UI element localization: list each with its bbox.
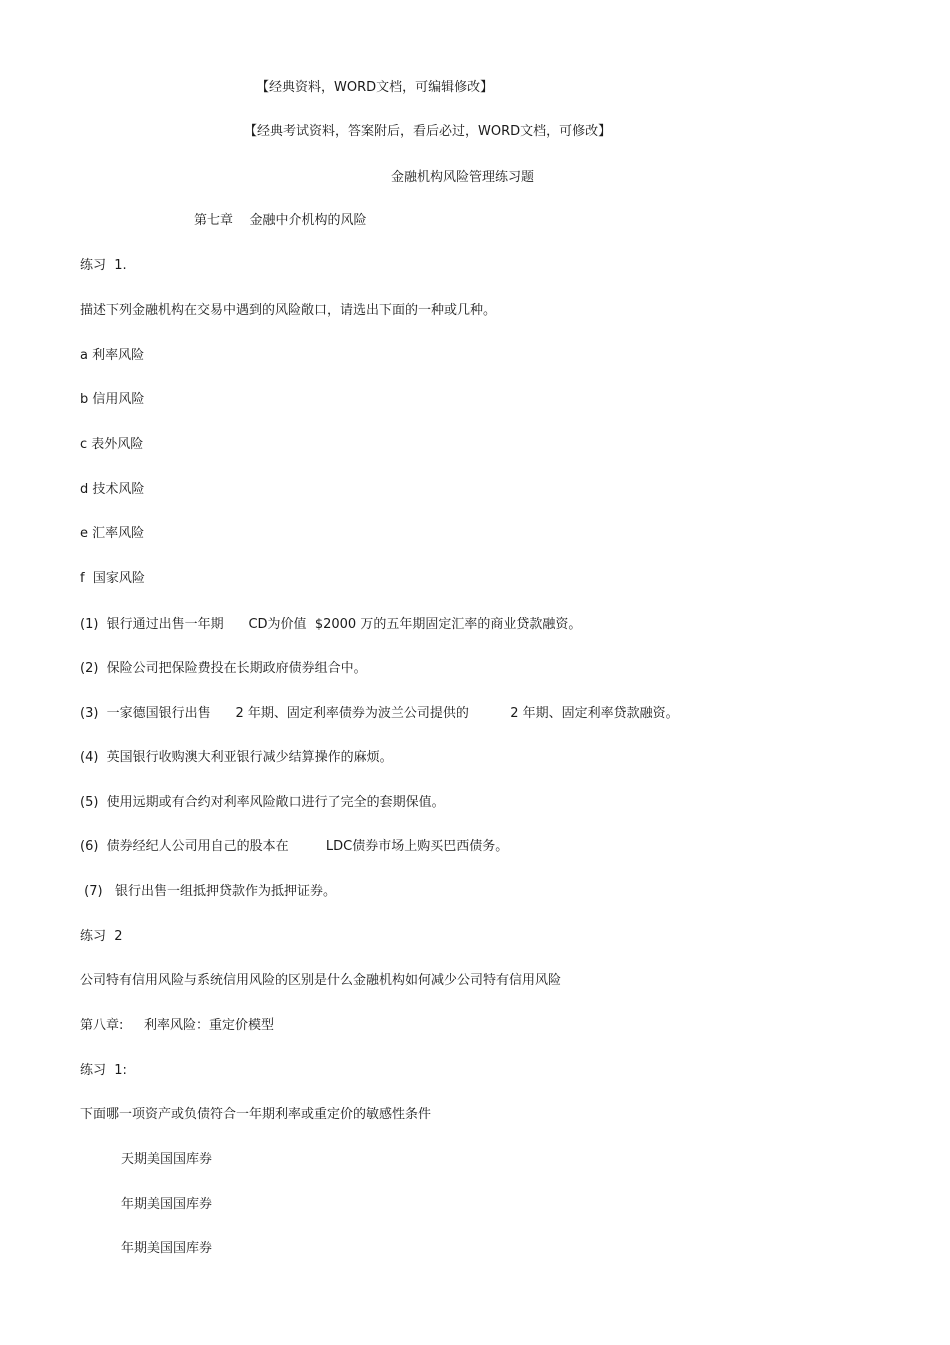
option-item: c 表外风险 [80, 437, 144, 452]
exercise-prompt: 公司特有信用风险与系统信用风险的区别是什么金融机构如何减少公司特有信用风险 [80, 973, 562, 988]
option-item: 年期美国国库券 [121, 1241, 213, 1256]
question-item: (7) 银行出售一组抵押贷款作为抵押证券。 [80, 884, 336, 899]
question-item: (4) 英国银行收购澳大利亚银行减少结算操作的麻烦。 [80, 750, 393, 765]
exercise-prompt: 下面哪一项资产或负债符合一年期利率或重定价的敏感性条件 [80, 1107, 432, 1122]
option-item: 年期美国国库券 [121, 1197, 213, 1212]
question-item: (6) 债券经纪人公司用自己的股本在 LDC债券市场上购买巴西债务。 [80, 839, 509, 854]
exercise-label: 练习 1: [80, 1063, 127, 1078]
header-note-2: 【经典考试资料，答案附后，看后必过，WORD文档，可修改】 [244, 124, 612, 139]
option-item: f 国家风险 [80, 571, 145, 586]
exercise-label: 练习 1. [80, 258, 127, 273]
option-item: e 汇率风险 [80, 526, 145, 541]
document-title: 金融机构风险管理练习题 [391, 170, 535, 185]
question-item: (5) 使用远期或有合约对利率风险敞口进行了完全的套期保值。 [80, 795, 445, 810]
header-note: 【经典资料，WORD文档，可编辑修改】 [256, 80, 494, 95]
option-item: b 信用风险 [80, 392, 145, 407]
exercise-label: 练习 2 [80, 929, 123, 944]
option-item: 天期美国国库券 [121, 1152, 213, 1167]
question-item: (3) 一家德国银行出售 2 年期、固定利率债券为波兰公司提供的 2 年期、固定利率贷款融资。 [80, 706, 679, 721]
question-item: (2) 保险公司把保险费投在长期政府债券组合中。 [80, 661, 367, 676]
chapter-heading: 第八章: 利率风险：重定价模型 [80, 1018, 275, 1033]
question-item: (1) 银行通过出售一年期 CD为价值 $2000 万的五年期固定汇率的商业贷款融资。 [80, 617, 582, 632]
chapter-heading: 第七章 金融中介机构的风险 [194, 213, 367, 228]
exercise-prompt: 描述下列金融机构在交易中遇到的风险敞口，请选出下面的一种或几种。 [80, 303, 497, 318]
option-item: d 技术风险 [80, 482, 145, 497]
option-item: a 利率风险 [80, 348, 145, 363]
